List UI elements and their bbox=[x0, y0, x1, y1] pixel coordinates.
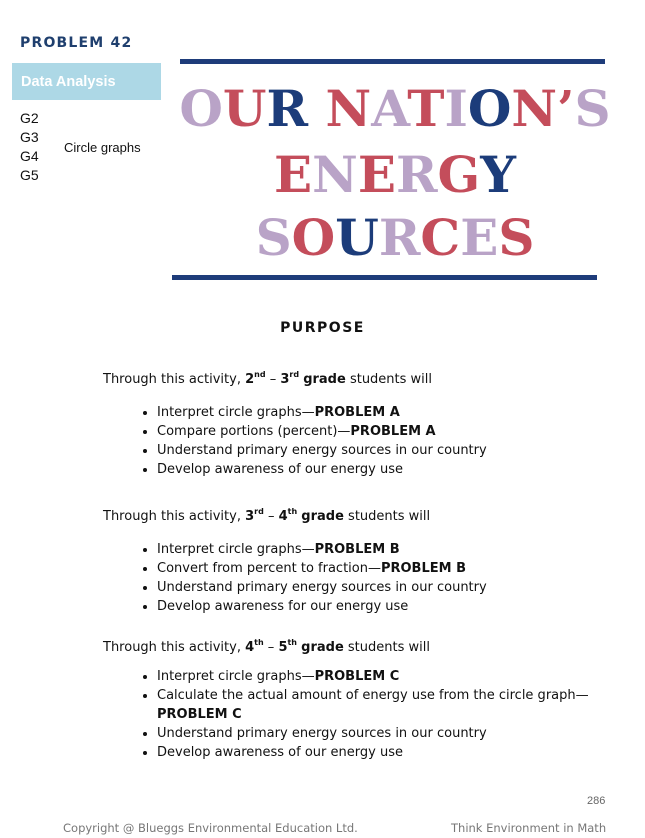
title-letter: U bbox=[335, 208, 379, 267]
title-letter: S bbox=[255, 208, 292, 267]
intro-dash: – bbox=[265, 372, 281, 387]
title-letter: G bbox=[437, 145, 481, 204]
ordinal-suffix: rd bbox=[254, 507, 264, 516]
title-letter: U bbox=[222, 79, 267, 138]
goal-text: Develop awareness of our energy use bbox=[157, 745, 403, 760]
copyright-notice: Copyright @ Blueggs Environmental Education Ltd. bbox=[63, 821, 358, 835]
goal-item bbox=[157, 540, 617, 559]
section-intro bbox=[103, 372, 432, 387]
ordinal-suffix: th bbox=[287, 638, 298, 647]
title-letter: A bbox=[371, 79, 408, 138]
page-number: 286 bbox=[587, 795, 606, 807]
purpose-heading: PURPOSE bbox=[280, 320, 365, 336]
goal-text: Interpret circle graphs— bbox=[157, 542, 315, 557]
title-letter: R bbox=[395, 145, 438, 204]
intro-text: Through this activity, bbox=[103, 640, 246, 655]
title-letter: C bbox=[420, 208, 461, 267]
category-label: Data Analysis bbox=[21, 74, 116, 90]
title-letter: N bbox=[511, 79, 558, 138]
ordinal-suffix: th bbox=[254, 638, 264, 647]
goal-item bbox=[157, 667, 617, 686]
title-letter: E bbox=[274, 145, 313, 204]
problem-ref: PROBLEM B bbox=[314, 542, 400, 557]
goal-text: Develop awareness of our energy use bbox=[157, 462, 403, 477]
grade-level: G4 bbox=[20, 148, 39, 164]
section-intro bbox=[103, 509, 430, 524]
goal-text: Interpret circle graphs— bbox=[157, 669, 315, 684]
problem-ref: PROBLEM A bbox=[350, 424, 436, 439]
goal-item bbox=[157, 403, 617, 422]
grade-word: grade bbox=[301, 640, 344, 655]
title-letter: R bbox=[266, 79, 309, 138]
section-intro bbox=[103, 640, 430, 655]
goal-text: Understand primary energy sources in our country bbox=[157, 580, 487, 595]
goal-list bbox=[137, 540, 617, 616]
intro-dash: – bbox=[263, 509, 279, 524]
goal-text: Understand primary energy sources in our country bbox=[157, 443, 487, 458]
intro-text: students will bbox=[345, 372, 433, 387]
goal-text: Understand primary energy sources in our country bbox=[157, 726, 487, 741]
intro-text: Through this activity, bbox=[103, 509, 246, 524]
problem-number: PROBLEM 42 bbox=[20, 35, 133, 51]
ordinal-suffix: nd bbox=[254, 370, 266, 379]
goal-text: Develop awareness for our energy use bbox=[157, 599, 409, 614]
grade-level: G3 bbox=[20, 129, 39, 145]
ordinal-suffix: th bbox=[287, 507, 298, 516]
title-letter bbox=[308, 79, 325, 138]
title-letter: N bbox=[312, 145, 358, 204]
ordinal-suffix: rd bbox=[289, 370, 300, 379]
goal-item bbox=[157, 724, 617, 743]
goal-item bbox=[157, 743, 617, 762]
title-letter: S bbox=[498, 208, 535, 267]
intro-text: students will bbox=[343, 509, 431, 524]
title-letter: O bbox=[179, 79, 223, 138]
title-letter: N bbox=[325, 79, 372, 138]
title-line bbox=[175, 208, 615, 267]
grade-from: 3 bbox=[245, 509, 255, 524]
grade-word: grade bbox=[303, 372, 346, 387]
goal-list bbox=[137, 403, 617, 479]
intro-text: students will bbox=[343, 640, 430, 655]
title-letter: Y bbox=[480, 145, 516, 204]
topic-label: Circle graphs bbox=[64, 140, 141, 155]
grade-to: 5 bbox=[278, 640, 288, 655]
title-rule-top bbox=[180, 59, 605, 64]
title-rule-bottom bbox=[172, 275, 597, 280]
intro-dash: – bbox=[263, 640, 279, 655]
goal-text: Compare portions (percent)— bbox=[157, 424, 351, 439]
title-line bbox=[175, 145, 615, 204]
goal-text: Calculate the actual amount of energy use from the circle graph— bbox=[157, 688, 589, 703]
goal-item bbox=[157, 686, 617, 724]
title-letter: E bbox=[460, 208, 499, 267]
title-letter: R bbox=[378, 208, 421, 267]
grade-to: 4 bbox=[278, 509, 288, 524]
title-line bbox=[175, 79, 615, 138]
goal-item bbox=[157, 460, 617, 479]
title-letter: O bbox=[291, 208, 336, 267]
title-letter: T bbox=[407, 79, 445, 138]
goal-item bbox=[157, 559, 617, 578]
title-letter: ’ bbox=[557, 79, 575, 138]
goal-list bbox=[137, 667, 617, 762]
goal-item bbox=[157, 422, 617, 441]
problem-ref: PROBLEM C bbox=[157, 707, 242, 722]
grade-to: 3 bbox=[280, 372, 290, 387]
goal-item bbox=[157, 441, 617, 460]
goal-item bbox=[157, 578, 617, 597]
title-letter: I bbox=[444, 79, 468, 138]
grade-level: G2 bbox=[20, 110, 39, 126]
title-letter: O bbox=[467, 79, 512, 138]
grade-from: 2 bbox=[245, 372, 255, 387]
goal-item bbox=[157, 597, 617, 616]
grade-word: grade bbox=[301, 509, 344, 524]
goal-text: Convert from percent to fraction— bbox=[157, 561, 381, 576]
problem-ref: PROBLEM C bbox=[314, 669, 400, 684]
title-letter: S bbox=[574, 79, 611, 138]
title-letter: E bbox=[357, 145, 396, 204]
problem-ref: PROBLEM B bbox=[380, 561, 467, 576]
grade-level: G5 bbox=[20, 167, 39, 183]
series-title: Think Environment in Math bbox=[451, 821, 607, 835]
grade-from: 4 bbox=[245, 640, 255, 655]
intro-text: Through this activity, bbox=[103, 372, 246, 387]
goal-text: Interpret circle graphs— bbox=[157, 405, 315, 420]
problem-ref: PROBLEM A bbox=[314, 405, 400, 420]
